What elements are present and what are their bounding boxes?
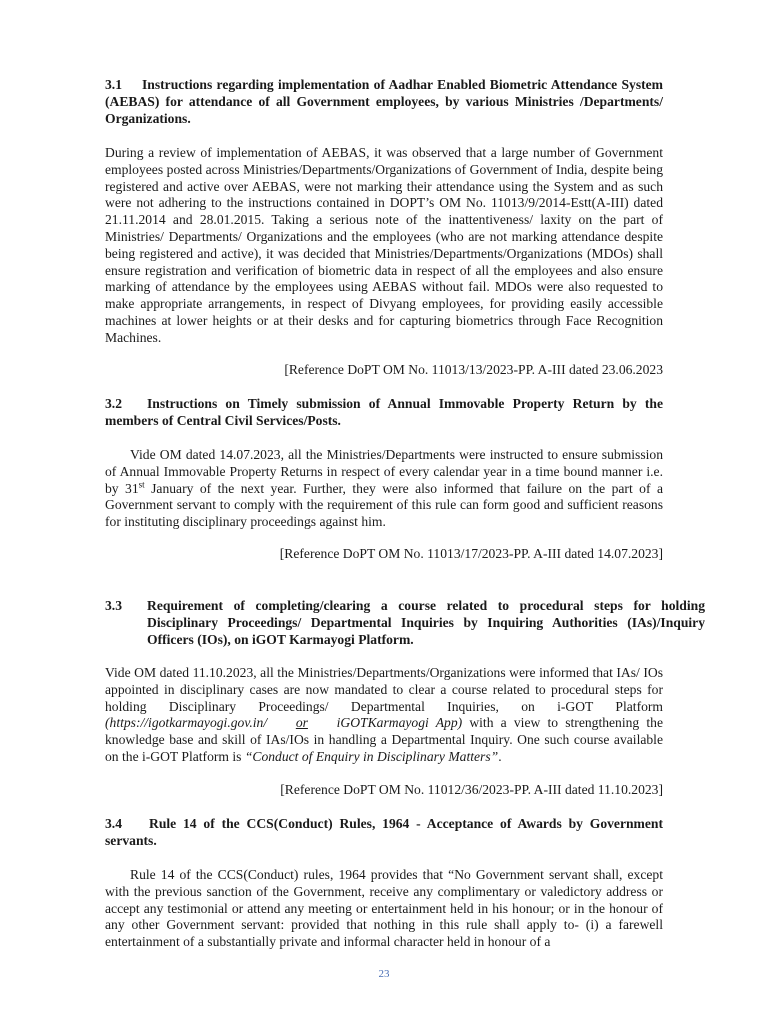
section-3-1-reference: [Reference DoPT OM No. 11013/13/2023-PP. A-III dated 23.06.2023 <box>284 362 663 377</box>
section-title: Requirement of completing/clearing a course related to procedural steps for holding Disciplinary Proceedings/ Departmental Inquiries by Inquiring Authorities (IAs)/Inquiry Officers (IOs), on iGOT Karmayogi Platform. <box>147 598 705 647</box>
section-3-3-reference: [Reference DoPT OM No. 11012/36/2023-PP. A-III dated 11.10.2023] <box>280 782 663 797</box>
page-number: 23 <box>378 968 390 980</box>
igot-url: (https://igotkarmayogi.gov.in/ <box>105 715 268 731</box>
course-title: “Conduct of Enquiry in Disciplinary Matters” <box>244 748 499 764</box>
section-number: 3.1 <box>105 77 122 92</box>
section-3-2-body: Vide OM dated 14.07.2023, all the Ministries/Departments were instructed to ensure submission of Annual Immovable Property Returns in respect of every calendar year in a time bound manner i.e. by 31st January of the next year. Further, they were also informed that failure on the part of a Government servant to comply with the requirement of this rule can form good and sufficient reasons for instituting disciplinary proceedings against him. <box>105 447 663 530</box>
section-3-3-heading <box>105 598 705 648</box>
section-3-4-body: Rule 14 of the CCS(Conduct) rules, 1964 provides that “No Government servant shall, except with the previous sanction of the Government, receive any complimentary or valedictory address or accept any testimonial or attend any meeting or entertainment held in his honour; or in the honour of any other Government servant: provided that nothing in this rule shall apply to- (i) a farewell entertainment of a substantially private and informal character held in honour of a <box>105 867 663 950</box>
section-number: 3.3 <box>105 598 122 613</box>
section-3-2-heading <box>105 396 663 430</box>
section-number: 3.4 <box>105 816 122 831</box>
section-title: Rule 14 of the CCS(Conduct) Rules, 1964 - Acceptance of Awards by Government servants. <box>105 816 663 848</box>
section-3-1-heading <box>105 77 663 127</box>
section-3-3-body: Vide OM dated 11.10.2023, all the Ministries/Departments/Organizations were informed that IAs/ IOs appointed in disciplinary cases are now mandated to clear a course related to procedural steps for holding Disciplinary Proceedings/ Departmental Inquiries, on i-GOT Platform (https://igotkarmayogi.gov.in/ or iGOTKarmayogi App) with a view to strengthening the knowledge base and skill of IAs/IOs in handling a Departmental Inquiry. One such course available on the i-GOT Platform is “Conduct of Enquiry in Disciplinary Matters”. <box>105 665 664 764</box>
section-3-4-heading <box>105 816 663 850</box>
section-3-2-reference: [Reference DoPT OM No. 11013/17/2023-PP. A-III dated 14.07.2023] <box>279 546 663 561</box>
section-3-1-body: During a review of implementation of AEBAS, it was observed that a large number of Government employees posted across Ministries/Departments/Organizations of Government of India, despite being registered and active over AEBAS, were not marking their attendance using the System and as such were not adhering to the instructions contained in DOPT’s OM No. 11013/9/2014-Estt(A-III) dated 21.11.2014 and 28.01.2015. Taking a serious note of the inattentiveness/ laxity on the part of Ministries/ Departments/ Organizations and the employees (who are not marking attendance despite being registered and active), it was decided that Ministries/Departments/Organizations (MDOs) shall ensure registration and verification of biometric data in respect of all the employees and also ensure marking of attendance by the employees using AEBAS without fail. MDOs were also requested to make appropriate arrangements, in respect of Divyang employees, for providing easily accessible machines at lower heights or at their desks and for capturing biometrics through Face Recognition Machines. <box>105 145 663 345</box>
section-title: Instructions regarding implementation of Aadhar Enabled Biometric Attendance System (AEBAS) for attendance of all Government employees, by various Ministries /Departments/ Organizations. <box>105 77 663 126</box>
section-title: Instructions on Timely submission of Annual Immovable Property Return by the members of Central Civil Services/Posts. <box>105 396 663 428</box>
section-number: 3.2 <box>105 396 122 411</box>
